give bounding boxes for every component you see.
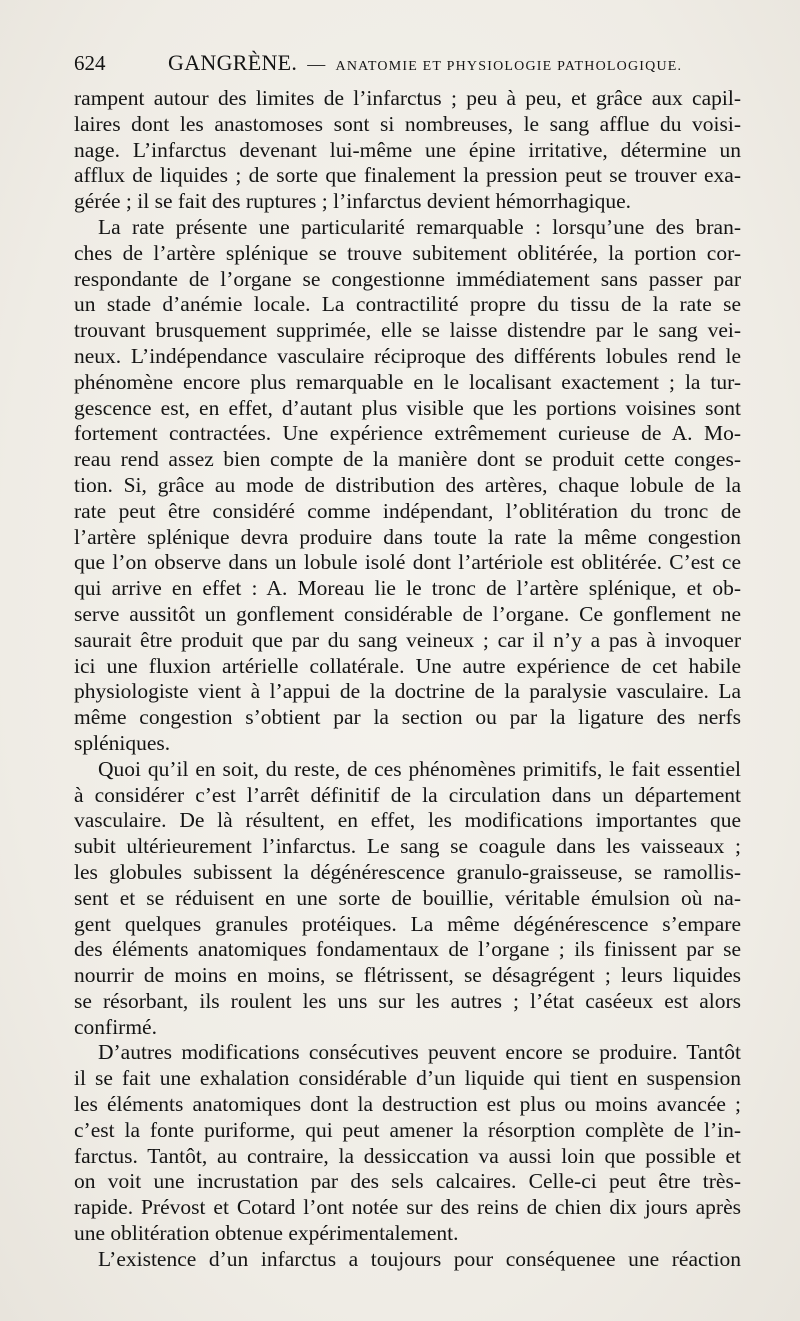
running-head-title: GANGRÈNE. <box>168 50 298 75</box>
page-number: 624 <box>74 51 106 75</box>
text-line: à considérer c’est l’arrêt définitif de la circulation dans un département <box>74 782 741 807</box>
paragraph-first-line: La rate présente une particularité remarquable : lorsqu’une des bran- <box>98 214 741 239</box>
running-head-subtitle: ANATOMIE ET PHYSIOLOGIE PATHOLOGIQUE. <box>335 59 683 74</box>
paragraph-first-line: Quoi qu’il en soit, du reste, de ces phénomènes primitifs, le fait essentiel <box>98 756 741 781</box>
text-line: trouvant brusquement supprimée, elle se laisse distendre par le sang vei- <box>74 318 741 343</box>
text-line: que l’on observe dans un lobule isolé dont l’artériole est oblitérée. C’est ce <box>74 550 741 575</box>
text-line: on voit une incrustation par des sels calcaires. Celle-ci peut être très- <box>74 1169 741 1194</box>
text-line: tion. Si, grâce au mode de distribution des artères, chaque lobule de la <box>74 472 741 497</box>
text-line: les globules subissent la dégénérescence granulo-graisseuse, se ramollis- <box>74 859 741 884</box>
text-line: c’est la fonte puriforme, qui peut amener la résorption complète de l’in- <box>74 1117 741 1142</box>
text-line: nourrir de moins en moins, se flétrissent, se désagrégent ; leurs liquides <box>74 963 741 988</box>
text-line: nage. L’infarctus devenant lui-même une épine irritative, détermine un <box>74 137 741 162</box>
text-line: l’artère splénique devra produire dans toute la rate la même congestion <box>74 524 741 549</box>
text-line: se résorbant, ils roulent les uns sur les autres ; l’état caséeux est alors <box>74 988 741 1013</box>
text-line: vasculaire. De là résultent, en effet, les modifications importantes que <box>74 808 741 833</box>
text-line: phénomène encore plus remarquable en le localisant exactement ; la tur- <box>74 369 741 394</box>
text-line: gérée ; il se fait des ruptures ; l’infarctus devient hémorrhagique. <box>74 189 632 214</box>
text-line: farctus. Tantôt, au contraire, la dessiccation va aussi loin que possible et <box>74 1143 741 1168</box>
text-line: serve aussitôt un gonflement considérable de l’organe. Ce gonflement ne <box>74 601 741 626</box>
text-line: une oblitération obtenue expérimentalement. <box>74 1221 459 1246</box>
text-line: spléniques. <box>74 730 171 755</box>
body-text <box>74 86 741 1273</box>
text-line: subit ultérieurement l’infarctus. Le sang se coagule dans les vaisseaux ; <box>74 834 741 859</box>
text-line: saurait être produit que par du sang veineux ; car il n’y a pas à invoquer <box>74 627 741 652</box>
running-head <box>168 48 682 82</box>
text-line: sent et se réduisent en une sorte de bouillie, véritable émulsion où na- <box>74 885 741 910</box>
text-line: rapide. Prévost et Cotard l’ont notée sur des reins de chien dix jours après <box>74 1195 741 1220</box>
text-line: physiologiste vient à l’appui de la doctrine de la paralysie vasculaire. La <box>74 679 741 704</box>
text-line: qui arrive en effet : A. Moreau lie le tronc de l’artère splénique, et ob- <box>74 576 741 601</box>
text-line: laires dont les anastomoses sont si nombreuses, le sang afflue du voisi- <box>74 111 741 136</box>
text-line: ici une fluxion artérielle collatérale. Une autre expérience de cet habile <box>74 653 741 678</box>
text-line: gent quelques granules protéiques. La même dégénérescence s’empare <box>74 911 741 936</box>
text-line: rampent autour des limites de l’infarctus ; peu à peu, et grâce aux capil- <box>74 86 741 110</box>
text-line: un stade d’anémie locale. La contractilité propre du tissu de la rate se <box>74 292 741 317</box>
text-line: neux. L’indépendance vasculaire réciproque des différents lobules rend le <box>74 343 741 368</box>
text-line: même congestion s’obtient par la section ou par la ligature des nerfs <box>74 705 741 730</box>
running-head-separator: — <box>307 54 326 74</box>
paragraph-first-line: D’autres modifications consécutives peuvent encore se produire. Tantôt <box>98 1040 741 1065</box>
text-line: respondante de l’organe se congestionne immédiatement sans passer par <box>74 266 741 291</box>
text-line: fortement contractées. Une expérience extrêmement curieuse de A. Mo- <box>74 421 741 446</box>
text-line: rate peut être considéré comme indépendant, l’oblitération du tronc de <box>74 498 741 523</box>
text-line: les éléments anatomiques dont la destruction est plus ou moins avancée ; <box>74 1092 741 1117</box>
paragraph-first-line: L’existence d’un infarctus a toujours pour conséquenee une réaction <box>98 1246 741 1271</box>
text-line: ches de l’artère splénique se trouve subitement oblitérée, la portion cor- <box>74 240 741 265</box>
text-line: confirmé. <box>74 1014 157 1039</box>
text-line: reau rend assez bien compte de la manière dont se produit cette conges- <box>74 447 741 472</box>
page-header <box>74 48 738 78</box>
text-line: gescence est, en effet, d’autant plus visible que les portions voisines sont <box>74 395 741 420</box>
text-line: afflux de liquides ; de sorte que finalement la pression peut se trouver exa- <box>74 163 741 188</box>
text-line: il se fait une exhalation considérable d’un liquide qui tient en suspension <box>74 1066 741 1091</box>
text-line: des éléments anatomiques fondamentaux de l’organe ; ils finissent par se <box>74 937 741 962</box>
